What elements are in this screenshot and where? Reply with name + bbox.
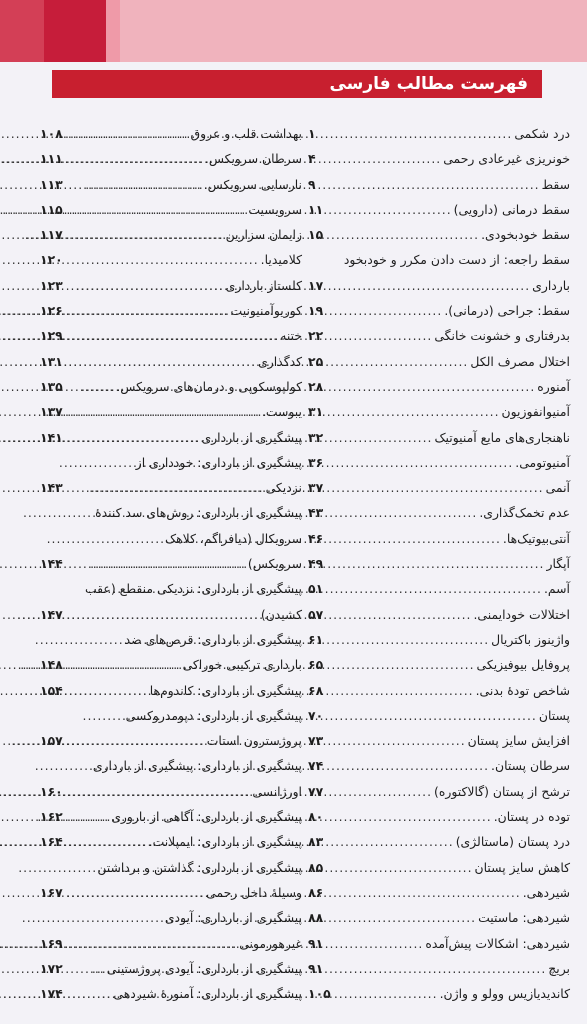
toc-leader-dots (325, 627, 489, 652)
toc-entry-page: ۱۳۷ (40, 404, 63, 420)
toc-entry-page: ۲۸ (308, 378, 324, 394)
toc-entry-page: ۱۷ (308, 277, 324, 293)
toc-entry-title: پیشگیری از بارداری: خودداری از (135, 454, 302, 470)
toc-entry-title: آمنیوتومی. (515, 454, 570, 470)
toc-entry-title: اختلالات خودایمنی. (473, 606, 570, 622)
toc-entry-page: ۱۴۴ (40, 556, 63, 572)
toc-entry[interactable] (40, 172, 302, 197)
toc-entry[interactable] (40, 121, 302, 146)
toc-entry-title: کوریوآمنیونیت (230, 303, 302, 319)
toc-entry-page: ۷۰ (308, 707, 324, 723)
toc-entry-title: پستان (538, 707, 570, 723)
toc-entry-title: آمنیوانفوزیون (501, 404, 570, 420)
toc-entry-title: پیشگیری از بارداری (201, 429, 302, 445)
toc-entry-page: ۷۳ (308, 733, 324, 749)
toc-entry-page: ۱۰۸ (40, 126, 63, 141)
toc-entry-page: ۱۱۵ (40, 201, 63, 217)
toc-leader-dots (65, 804, 110, 829)
toc-column-right (308, 121, 570, 1006)
toc-entry[interactable] (308, 678, 570, 703)
toc-entry-title: توده در پستان. (493, 809, 570, 825)
toc-entry[interactable] (308, 121, 570, 146)
toc-leader-dots (325, 197, 452, 222)
toc-leader-dots (325, 905, 476, 930)
toc-entry[interactable] (40, 981, 302, 1006)
toc-leader-dots (325, 399, 499, 424)
toc-leader-dots (65, 146, 203, 171)
toc-entry[interactable] (308, 728, 570, 753)
toc-leader-dots (325, 703, 537, 728)
toc-entry[interactable] (40, 703, 302, 728)
toc-entry-page: ۲۲ (308, 328, 324, 344)
toc-entry[interactable] (40, 526, 302, 551)
toc-leader-dots (325, 602, 471, 627)
toc-leader-dots (325, 349, 468, 374)
toc-entry[interactable] (308, 703, 570, 728)
toc-entry-title: پیشگیری از بارداری: روش‌های سد کنندهٔ (95, 505, 302, 521)
toc-entry[interactable] (40, 627, 302, 652)
toc-leader-dots (325, 323, 432, 348)
toc-entry-title: سقط (541, 176, 570, 192)
toc-entry[interactable] (308, 399, 570, 424)
toc-entry[interactable] (40, 728, 302, 753)
toc-leader-dots (65, 323, 279, 348)
toc-entry-title: شیردهی. (522, 884, 570, 900)
toc-entry-page: ۱۵۷ (40, 733, 63, 749)
toc-leader-dots (325, 526, 501, 551)
toc-entry[interactable] (308, 247, 570, 272)
toc-entry-title: سقط خودبخودی. (481, 227, 570, 243)
toc-entry-title: ترشح از پستان (گالاکتوره) (434, 783, 570, 799)
toc-entry[interactable] (308, 323, 570, 348)
toc-entry-page: ۹۱ (308, 935, 324, 951)
toc-entry-title: آنمی (545, 480, 570, 496)
toc-entry[interactable] (308, 222, 570, 247)
toc-entry[interactable] (40, 425, 302, 450)
toc-entry-page: ۹۱ (308, 960, 324, 976)
toc-entry-page: ۱۶۹ (40, 935, 63, 951)
toc-entry-page: ۱۹ (308, 303, 324, 319)
toc-entry-page: ۴۳ (308, 505, 324, 521)
toc-entry[interactable] (40, 197, 302, 222)
toc-entry-title: بارداری (532, 277, 570, 293)
toc-entry-page: ۱۶۲ (40, 809, 63, 825)
toc-entry[interactable] (308, 197, 570, 222)
toc-entry[interactable] (308, 374, 570, 399)
toc-entry[interactable] (308, 298, 570, 323)
toc-entry[interactable] (308, 475, 570, 500)
toc-leader-dots (325, 374, 535, 399)
toc-entry[interactable] (308, 146, 570, 171)
toc-leader-dots (325, 779, 432, 804)
toc-entry[interactable] (40, 652, 302, 677)
toc-leader-dots (65, 399, 260, 424)
toc-entry[interactable] (308, 880, 570, 905)
toc-leader-dots (325, 425, 432, 450)
toc-leader-dots (65, 779, 251, 804)
toc-entry[interactable] (40, 956, 302, 981)
toc-entry-page: ۸۵ (308, 859, 324, 875)
toc-entry[interactable] (308, 753, 570, 778)
toc-entry-page: ۶۵ (308, 657, 324, 673)
toc-leader-dots (65, 273, 224, 298)
toc-entry-title: سرطان پستان. (491, 758, 570, 774)
toc-entry-title: غیرهورمونی (239, 935, 302, 951)
toc-entry-page: ۱۷۴ (40, 986, 63, 1002)
toc-entry[interactable] (40, 576, 302, 601)
toc-entry-title: واژینوز باکتریال (491, 631, 570, 647)
toc-leader-dots (65, 652, 181, 677)
toc-entry-title: سرویسیت (248, 201, 302, 217)
toc-entry[interactable] (40, 222, 302, 247)
toc-leader-dots (325, 855, 472, 880)
toc-entry-title: پیشگیری از بارداری: قرص‌های ضد (124, 631, 302, 647)
toc-entry-title: پیشگیری از بارداری: آگاهی از باروری (111, 809, 302, 825)
toc-entry-page: ۱۱۳ (40, 176, 63, 192)
toc-leader-dots (325, 829, 454, 854)
toc-entry-page: ۱۱۱ (40, 151, 63, 167)
toc-entry-title: پیشگیری از بارداری: پیشگیری از بارداری (92, 758, 302, 774)
toc-leader-dots (325, 880, 521, 905)
toc-leader-dots (318, 146, 442, 171)
toc-entry[interactable] (308, 349, 570, 374)
toc-entry-page: ۷۷ (308, 783, 324, 799)
toc-title: فهرست مطالب فارسی (52, 70, 542, 98)
toc-leader-dots (65, 678, 148, 703)
toc-entry-title: آپگار (546, 556, 570, 572)
toc-entry[interactable] (40, 475, 302, 500)
toc-entry-page: ۱۲۰ (40, 252, 63, 268)
toc-leader-dots (325, 678, 473, 703)
toc-leader-dots (325, 298, 442, 323)
toc-entry-page: ۴۶ (308, 530, 324, 546)
toc-leader-dots (65, 222, 224, 247)
toc-leader-dots (325, 273, 530, 298)
toc-entry-title: ناهنجاری‌های مایع آمنیوتیک (434, 429, 570, 445)
toc-entry-page: ۸۰ (308, 809, 324, 825)
toc-entry-title: سرطان سرویکس. (204, 151, 302, 167)
toc-entry[interactable] (40, 551, 302, 576)
toc-entry[interactable] (40, 247, 302, 272)
toc-entry-title: سرویکس) (247, 556, 302, 572)
toc-entry-page: ۳۱ (308, 404, 324, 420)
toc-entry-page: ۱۴۱ (40, 429, 63, 445)
toc-entry-page: ۱۷۲ (40, 960, 63, 976)
toc-entry[interactable] (40, 399, 302, 424)
toc-leader-dots (65, 247, 259, 272)
toc-entry-page: ۳۶ (308, 454, 324, 470)
toc-entry[interactable] (40, 829, 302, 854)
toc-leader-dots (325, 753, 489, 778)
toc-entry-title: نزدیکی (265, 480, 302, 496)
toc-leader-dots (325, 551, 544, 576)
toc-entry[interactable] (40, 500, 302, 525)
toc-leader-dots (325, 728, 466, 753)
toc-entry[interactable] (308, 425, 570, 450)
toc-entry[interactable] (40, 602, 302, 627)
toc-entry-page: ۱۴۳ (40, 480, 63, 496)
toc-entry[interactable] (40, 678, 302, 703)
toc-entry-title: پیشگیری از بارداری: آمنورهٔ شیردهی (113, 986, 302, 1002)
toc-entry-page: ۱۵ (308, 227, 324, 243)
toc-entry[interactable] (40, 298, 302, 323)
toc-leader-dots (318, 121, 513, 146)
toc-entry-title: آمنوره (537, 378, 570, 394)
toc-entry[interactable] (40, 855, 302, 880)
toc-entry-page: ۸۳ (308, 834, 324, 850)
toc-leader-dots (325, 475, 543, 500)
toc-leader-dots (325, 450, 513, 475)
toc-entry-title: خونریزی غیرعادی رحمی (443, 151, 570, 167)
toc-entry-title: درد شکمی (514, 126, 570, 141)
toc-leader-dots (65, 829, 147, 854)
toc-entry-title: کاندیدیازیس وولو و واژن. (439, 986, 570, 1002)
toc-entry[interactable] (40, 146, 302, 171)
toc-leader-dots (65, 880, 204, 905)
toc-entry[interactable] (308, 829, 570, 854)
toc-entry[interactable] (40, 779, 302, 804)
toc-entry[interactable] (40, 450, 302, 475)
toc-entry-page: ۵۱ (308, 581, 324, 597)
toc-entry-title: اورژانسی (252, 783, 302, 799)
toc-entry-title: کشیدن) (260, 606, 302, 622)
toc-entry-page: ۱۶۰ (40, 783, 63, 799)
toc-entry[interactable] (308, 779, 570, 804)
toc-entry[interactable] (40, 753, 302, 778)
toc-entry-title: بهداشت قلب و عروق (190, 126, 302, 141)
toc-leader-dots (65, 475, 264, 500)
toc-entry-title: یبوست. (261, 404, 302, 420)
toc-leader-dots (65, 121, 189, 146)
toc-entry[interactable] (40, 905, 302, 930)
toc-leader-dots (333, 981, 438, 1006)
toc-entry[interactable] (40, 880, 302, 905)
toc-leader-dots (325, 652, 474, 677)
toc-entry-page: ۸۶ (308, 884, 324, 900)
toc-entry-page: ۱۵۴ (40, 682, 63, 698)
toc-entry-page: ۹ (308, 176, 316, 192)
toc-entry-page: ۱۶۷ (40, 884, 63, 900)
toc-entry[interactable] (308, 627, 570, 652)
toc-entry-page: ۲۵ (308, 353, 324, 369)
toc-entry-page: ۱۲۳ (40, 277, 63, 293)
toc-entry[interactable] (308, 905, 570, 930)
toc-entry-title: کدگذاری (258, 353, 302, 369)
toc-entry-page: ۶۸ (308, 682, 324, 698)
toc-entry-title: پروفایل بیوفیزیکی (476, 657, 570, 673)
toc-column-left (40, 121, 302, 1006)
toc-leader-dots (318, 172, 540, 197)
toc-entry-page: ۵۷ (308, 606, 324, 622)
toc-entry-title: بارداری ترکیبی خوراکی (182, 657, 302, 673)
toc-entry-title: ختنه (280, 328, 302, 344)
toc-entry-page: ۴۹ (308, 556, 324, 572)
toc-entry-page: ۱۴۸ (40, 657, 63, 673)
toc-leader-dots (65, 931, 238, 956)
toc-entry-page: ۱۶۴ (40, 834, 63, 850)
toc-entry[interactable] (308, 526, 570, 551)
toc-entry[interactable] (308, 172, 570, 197)
toc-entry-page: ۱۲۹ (40, 328, 63, 344)
toc-entry-title: پیشگیری از بارداری: کاندوم‌ها (149, 682, 302, 698)
toc-leader-dots (65, 602, 259, 627)
toc-leader-dots (65, 728, 205, 753)
toc-entry-title: پروژسترون استات (206, 733, 302, 749)
toc-entry[interactable] (40, 374, 302, 399)
toc-entry-page: ۱۰۵ (308, 986, 331, 1002)
toc-leader-dots (65, 981, 112, 1006)
toc-entry[interactable] (40, 931, 302, 956)
decorative-top-band (0, 0, 587, 62)
toc-entry-title: افزایش سایز پستان (467, 733, 570, 749)
toc-entry-title: کلستاز بارداری (225, 277, 302, 293)
toc-leader-dots (325, 576, 542, 601)
toc-entry-title: سقط درمانی (دارویی) (453, 201, 570, 217)
toc-entry-title: بدرفتاری و خشونت خانگی (434, 328, 570, 344)
toc-entry-title: پیشگیری از بارداری: نزدیکی منقطع (عقب (85, 581, 302, 597)
toc-entry-title: اختلال مصرف الکل (470, 353, 570, 369)
toc-entry-title: سقط: جراحی (درمانی). (444, 303, 570, 319)
toc-leader-dots (65, 425, 200, 450)
toc-entry[interactable] (40, 349, 302, 374)
toc-entry-title: بریچ (548, 960, 570, 976)
toc-entry[interactable] (308, 804, 570, 829)
toc-entry-title: پیشگیری از بارداری: گذاشتن و برداشتن (97, 859, 302, 875)
toc-entry-page: ۱۲۶ (40, 303, 63, 319)
toc-leader-dots (325, 956, 546, 981)
toc-entry-page: ۶۱ (308, 631, 324, 647)
toc-entry-title: شاخص تودهٔ بدنی. (475, 682, 570, 698)
toc-entry[interactable] (308, 931, 570, 956)
toc-entry-title: آنتی‌بیوتیک‌ها. (502, 530, 570, 546)
toc-entry-page: ۱۱ (308, 201, 324, 217)
toc-entry[interactable] (308, 855, 570, 880)
toc-entry-title: آسم. (543, 581, 570, 597)
toc-entry-title: شیردهی: ماستیت (478, 910, 570, 926)
toc-entry[interactable] (308, 500, 570, 525)
toc-entry[interactable] (308, 956, 570, 981)
toc-entry-title: سرویکال (دیافراگم، کلاهک (165, 530, 302, 546)
toc-entry-page: ۳۷ (308, 480, 324, 496)
toc-entry-page: ۸۸ (308, 910, 324, 926)
toc-entry-title: نارسایی سرویکس. (203, 176, 302, 192)
toc-leader-dots (65, 298, 229, 323)
toc-entry[interactable] (40, 804, 302, 829)
decorative-stripe (106, 0, 120, 62)
toc-entry-page: ۱۳۱ (40, 353, 63, 369)
toc-entry-page: ۳۲ (308, 429, 324, 445)
toc-entry-title: سقط راجعه: از دست دادن مکرر و خودبخود (343, 252, 570, 268)
toc-leader-dots (65, 956, 105, 981)
toc-leader-dots (65, 172, 202, 197)
toc-entry[interactable] (308, 273, 570, 298)
toc-entry[interactable] (308, 450, 570, 475)
toc-entry-page: ۱۱۷ (40, 227, 63, 243)
toc-entry-title: پیشگیری از بارداری: آیودی پروژستینی (106, 960, 302, 976)
decorative-stripe (0, 0, 44, 62)
toc-entry-title: عدم تخمک‌گذاری. (479, 505, 570, 521)
toc-entry[interactable] (308, 602, 570, 627)
toc-entry-title: کولپوسکوپی و درمان‌های سرویکس. (116, 378, 302, 394)
toc-leader-dots (65, 551, 246, 576)
toc-entry-page: ۱۳۵ (40, 378, 63, 394)
toc-leader-dots (325, 222, 479, 247)
toc-entry[interactable] (308, 981, 570, 1006)
toc-leader-dots (65, 197, 247, 222)
toc-entry-title: کاهش سایز پستان (474, 859, 570, 875)
toc-entry-title: پیشگیری از بارداری: آیودی (164, 910, 302, 926)
toc-entry[interactable] (308, 652, 570, 677)
toc-entry-title: وسیلهٔ داخل رحمی (206, 884, 302, 900)
decorative-stripe (44, 0, 106, 62)
toc-entry-page: ۴ (308, 151, 316, 167)
toc-entry-title: درد پستان (ماستالژی) (455, 834, 570, 850)
toc-entry-page: ۱ (308, 126, 316, 141)
toc-leader-dots (325, 931, 423, 956)
toc-leader-dots (325, 500, 477, 525)
toc-entry[interactable] (308, 551, 570, 576)
toc-entry[interactable] (40, 273, 302, 298)
toc-entry-title: پیشگیری از بارداری: ایمپلانت. (148, 834, 302, 850)
toc-leader-dots (65, 374, 115, 399)
toc-leader-dots (325, 804, 492, 829)
toc-entry[interactable] (40, 323, 302, 348)
toc-leader-dots (65, 349, 256, 374)
toc-entry-page: ۷۴ (308, 758, 324, 774)
toc-entry-page: ۱۴۷ (40, 606, 63, 622)
toc-entry-title: زایمان سزارین (225, 227, 302, 243)
toc-entry-title: شیردهی: اشکالات پیش‌آمده (425, 935, 570, 951)
toc-entry-title: کلامیدیا. (260, 252, 302, 268)
toc-entry[interactable] (308, 576, 570, 601)
toc-entry-title: پیشگیری از بارداری: دپومدروکسی (125, 707, 302, 723)
